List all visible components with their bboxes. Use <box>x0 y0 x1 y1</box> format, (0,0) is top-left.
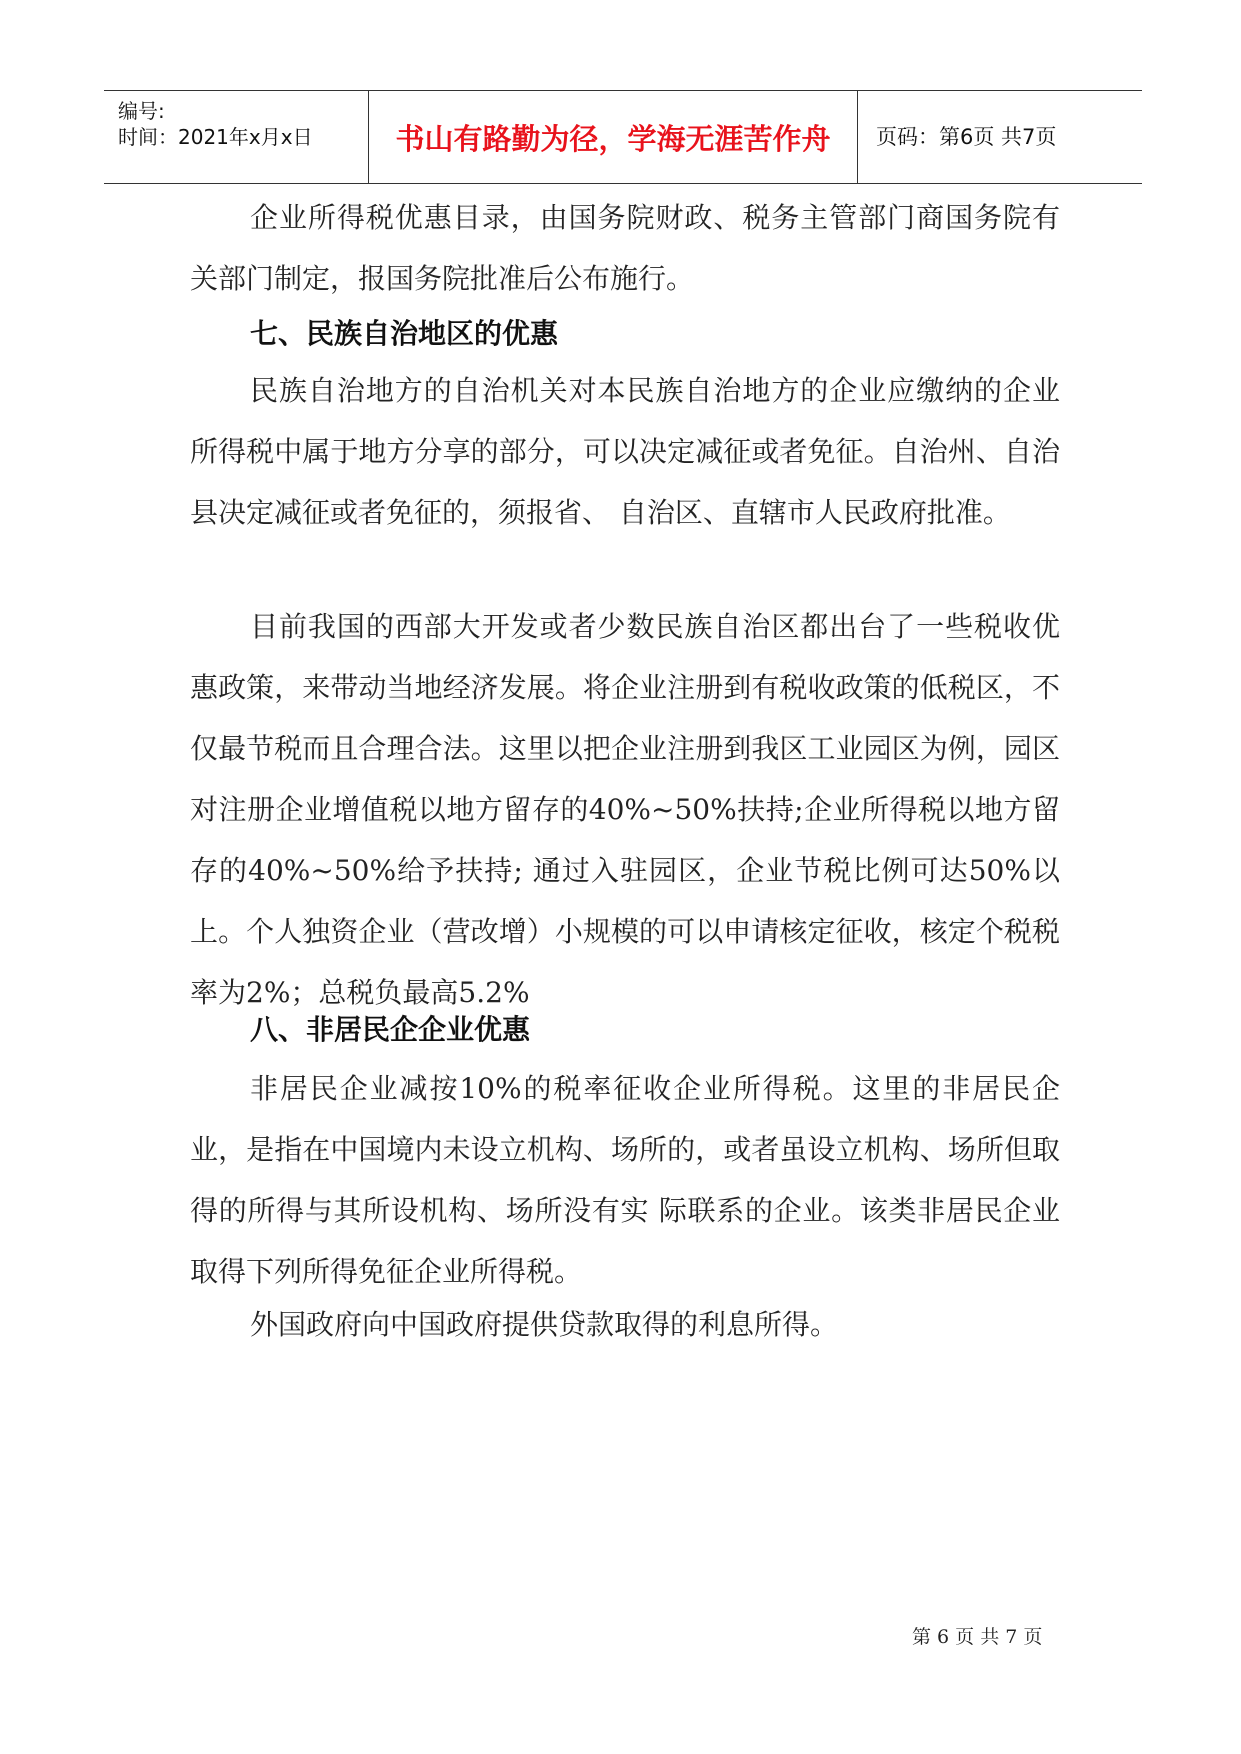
serial-label: 编号: <box>118 99 165 123</box>
header-motto-cell <box>368 91 858 183</box>
paragraph-foreign-loan-interest: 外国政府向中国政府提供贷款取得的利息所得。 <box>250 1308 839 1341</box>
heading-ethnic-autonomous: 七、民族自治地区的优惠 <box>250 317 559 350</box>
heading-non-resident: 八、非居民企企业优惠 <box>250 1013 531 1046</box>
paragraph-ethnic-autonomous: 民族自治地方的自治机关对本民族自治地方的企业应缴纳的企业所得税中属于地方分享的部分，可以决定减征或者免征。自治州、自治县决定减征或者免征的，须报省、 自治区、直辖市人民政府批准。 <box>190 374 1060 529</box>
page-info: 页码：第6页 共7页 <box>876 125 1057 149</box>
header-page-cell <box>858 91 1142 183</box>
paragraph-western-development: 目前我国的西部大开发或者少数民族自治区都出台了一些税收优惠政策，来带动当地经济发展。将企业注册到有税收政策的低税区，不仅最节税而且合理合法。这里以把企业注册到我区工业园区为例，园区对注册企业增值税以地方留存的40%~50%扶持;企业所得税以地方留存的40%~50%给予扶持; 通过入驻园区，企业节税比例可达50%以上。个人独资企业（营改增）小规模的可以申请核定征收，核定个税税率为2%；总税负最高5.2% <box>190 610 1060 1009</box>
paragraph-non-resident: 非居民企业减按10%的税率征收企业所得税。这里的非居民企业，是指在中国境内未设立机构、场所的，或者虽设立机构、场所但取得的所得与其所设机构、场所没有实 际联系的企业。该类非居民企业取得下列所得免征企业所得税。 <box>190 1072 1060 1288</box>
page-header <box>104 90 1142 184</box>
paragraph-catalog: 企业所得税优惠目录，由国务院财政、税务主管部门商国务院有关部门制定，报国务院批准后公布施行。 <box>190 201 1060 295</box>
motto: 书山有路勤为径，学海无涯苦作舟 <box>395 122 831 156</box>
header-meta-cell <box>104 91 368 183</box>
time-label: 时间：2021年x月x日 <box>118 125 313 149</box>
page-footer: 第 6 页 共 7 页 <box>912 1626 1043 1648</box>
